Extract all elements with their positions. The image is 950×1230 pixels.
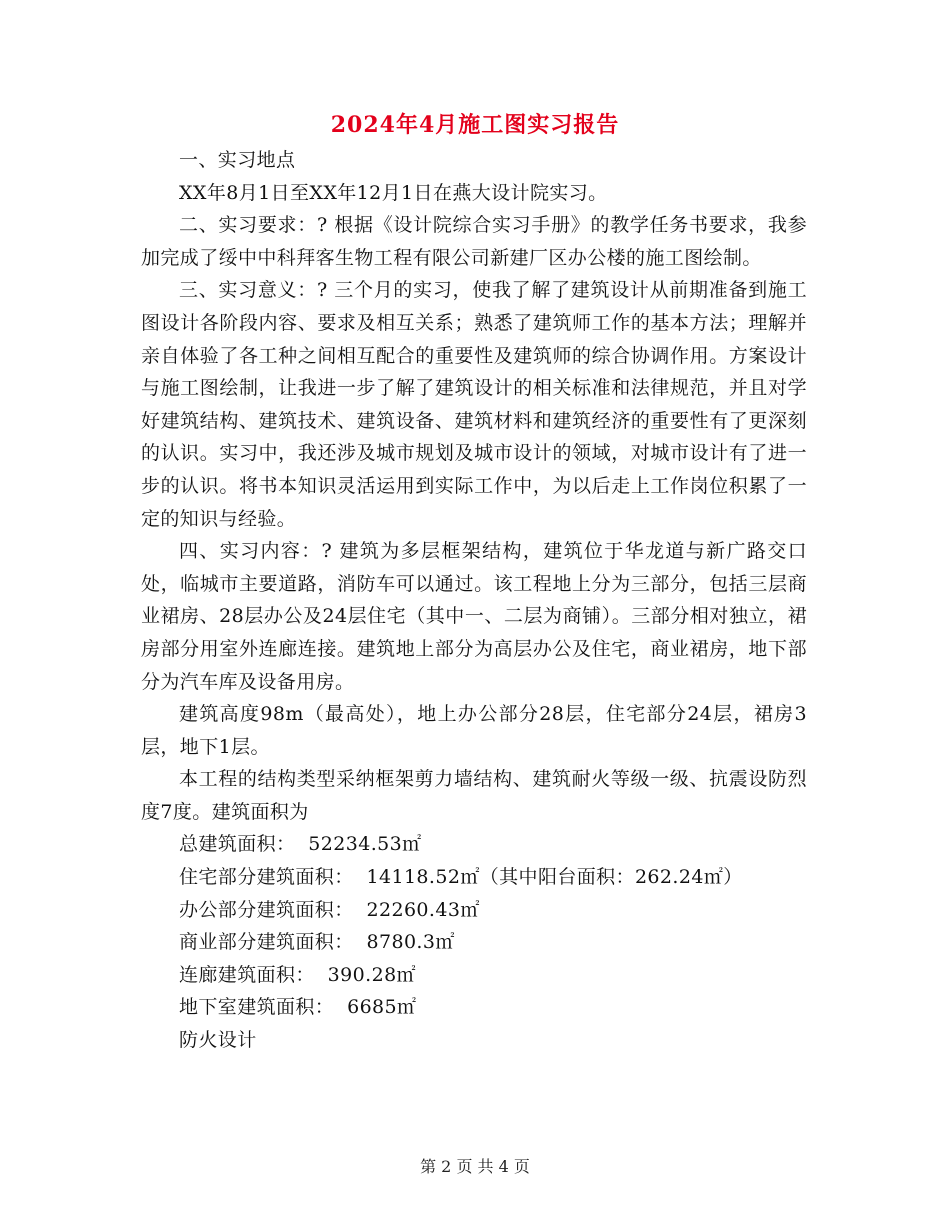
document-title: 2024年4月施工图实习报告 [330,112,620,138]
area-basement: 地下室建筑面积： 6685㎡ [179,996,417,1019]
paragraph-content: 四、实习内容：? 建筑为多层框架结构，建筑位于华龙道与新广路交口处，临城市主要道路，消防车可以通过。该工程地上分为三部分，包括三层商业裙房、28层办公及24层住宅（其中一、二层为商铺）。三部分相对独立，裙房部分用室外连廊连接。建筑地上部分为高层办公及住宅，商业裙房，地下部分为汽车库及设备用房。 [141,540,807,693]
fire-design-heading: 防火设计 [179,1029,257,1052]
paragraph-structure: 本工程的结构类型采纳框架剪力墙结构、建筑耐火等级一级、抗震设防烈度7度。建筑面积为 [141,768,807,823]
area-residential: 住宅部分建筑面积： 14118.52㎡（其中阳台面积：262.24㎡） [179,866,743,889]
page-footer: 第 2 页 共 4 页 [420,1157,530,1176]
paragraph-requirements: 二、实习要求：? 根据《设计院综合实习手册》的教学任务书要求，我参加完成了绥中中科拜客生物工程有限公司新建厂区办公楼的施工图绘制。 [141,214,807,269]
area-corridor: 连廊建筑面积： 390.28㎡ [179,963,416,986]
paragraph-location-heading: 一、实习地点 [179,149,296,171]
document-body [141,144,807,1057]
area-commercial: 商业部分建筑面积： 8780.3㎡ [179,931,455,954]
paragraph-significance: 三、实习意义：? 三个月的实习，使我了解了建筑设计从前期准备到施工图设计各阶段内容、要求及相互关系；熟悉了建筑师工作的基本方法；理解并亲自体验了各工种之间相互配合的重要性及建筑师的综合协调作用。方案设计与施工图绘制，让我进一步了解了建筑设计的相关标准和法律规范，并且对学好建筑结构、建筑技术、建筑设备、建筑材料和建筑经济的重要性有了更深刻的认识。实习中，我还涉及城市规划及城市设计的领域，对城市设计有了进一步的认识。将书本知识灵活运用到实际工作中，为以后走上工作岗位积累了一定的知识与经验。 [141,279,807,530]
paragraph-location: XX年8月1日至XX年12月1日在燕大设计院实习。 [179,181,608,204]
area-total: 总建筑面积： 52234.53㎡ [179,833,422,856]
area-office: 办公部分建筑面积： 22260.43㎡ [179,898,480,921]
paragraph-height: 建筑高度98m（最高处），地上办公部分28层，住宅部分24层，裙房3层，地下1层。 [141,703,807,758]
